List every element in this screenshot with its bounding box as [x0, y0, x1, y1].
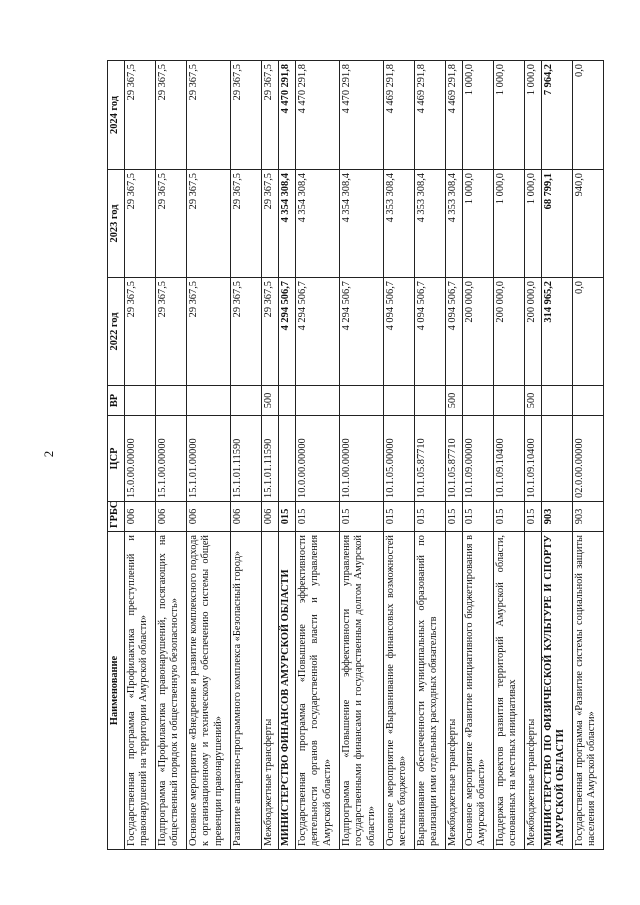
cell-vr: [125, 385, 155, 415]
cell-y2022: 4 294 506,7: [296, 277, 339, 385]
cell-name: Основное мероприятие «Выравнивание финансовых возможностей местных бюджетов»: [384, 531, 414, 849]
cell-name: Межбюджетные трансферты: [262, 531, 278, 849]
cell-y2023: 4 354 308,4: [279, 169, 295, 277]
cell-y2023: 4 354 308,4: [340, 169, 383, 277]
table-row: [525, 60, 542, 850]
cell-vr: [231, 385, 261, 415]
cell-y2023: 68 799,1: [542, 169, 572, 277]
cell-csr: 15.0.00.00000: [125, 415, 155, 501]
cell-vr: [384, 385, 414, 415]
cell-y2022: 29 367,5: [125, 277, 155, 385]
header-2023: 2023 год: [108, 169, 124, 277]
cell-y2022: 200 000,0: [463, 277, 493, 385]
cell-grbs: 015: [279, 501, 295, 531]
cell-y2022: 4 094 506,7: [446, 277, 462, 385]
cell-y2023: 4 353 308,4: [415, 169, 445, 277]
cell-vr: [187, 385, 230, 415]
cell-grbs: 015: [494, 501, 524, 531]
cell-csr: 10.1.09.10400: [494, 415, 524, 501]
table-row: [446, 60, 463, 850]
cell-csr: 10.1.09.10400: [525, 415, 541, 501]
cell-vr: [340, 385, 383, 415]
cell-grbs: 006: [231, 501, 261, 531]
cell-y2023: 29 367,5: [262, 169, 278, 277]
cell-vr: [156, 385, 186, 415]
table-frame: [107, 60, 598, 850]
cell-grbs: 015: [340, 501, 383, 531]
cell-y2023: 4 353 308,4: [384, 169, 414, 277]
table-row: [384, 60, 415, 850]
table-row: [296, 60, 340, 850]
cell-csr: 10.1.09.00000: [463, 415, 493, 501]
table-row: [463, 60, 494, 850]
table-row: [187, 60, 231, 850]
cell-grbs: 006: [187, 501, 230, 531]
cell-grbs: 015: [296, 501, 339, 531]
cell-grbs: 006: [262, 501, 278, 531]
table-row: [262, 60, 279, 850]
cell-vr: [573, 385, 603, 415]
cell-y2022: 4 094 506,7: [384, 277, 414, 385]
cell-y2024: 4 469 291,8: [447, 64, 458, 114]
cell-vr: 500: [525, 385, 541, 415]
cell-y2024: 0,0: [574, 64, 585, 77]
cell-csr: 15.1.01.00000: [187, 415, 230, 501]
cell-vr: [296, 385, 339, 415]
cell-grbs: 903: [573, 501, 603, 531]
cell-y2022: 4 294 506,7: [340, 277, 383, 385]
cell-csr: 10.1.05.87710: [415, 415, 445, 501]
cell-y2022: 29 367,5: [187, 277, 230, 385]
header-name: Наименование: [108, 531, 124, 849]
cell-name: Государственная программа «Повышение эффективности деятельности органов государственной власти и управления Амурской области»: [296, 531, 339, 849]
cell-name: Государственная программа «Развитие системы социальной защиты населения Амурской области»: [573, 531, 603, 849]
cell-name: Развитие аппаратно-программного комплекса «Безопасный город»: [231, 531, 261, 849]
table-row: [125, 60, 156, 850]
table-row: [415, 60, 446, 850]
cell-grbs: 015: [446, 501, 462, 531]
header-csr: ЦСР: [108, 415, 124, 501]
cell-y2022: 200 000,0: [525, 277, 541, 385]
table-row: [156, 60, 187, 850]
cell-grbs: 015: [525, 501, 541, 531]
header-2024: 2024 год: [109, 96, 120, 134]
table-row: [573, 60, 604, 850]
cell-grbs: 015: [384, 501, 414, 531]
cell-vr: [279, 385, 295, 415]
cell-name: Межбюджетные трансферты: [446, 531, 462, 849]
cell-name: Основное мероприятие «Внедрение и развитие комплексного подхода к организационному и техническому обеспечению системы общей превенции правонарушений»: [187, 531, 230, 849]
cell-y2024: 29 367,5: [126, 64, 137, 101]
cell-name: МИНИСТЕРСТВО ПО ФИЗИЧЕСКОЙ КУЛЬТУРЕ И СПОРТУ АМУРСКОЙ ОБЛАСТИ: [542, 531, 572, 849]
cell-name: Подпрограмма «Профилактика правонарушений, посягающих на общественный порядок и общественную безопасность»: [156, 531, 186, 849]
table-header-row: [107, 60, 125, 850]
cell-csr: 15.1.01.11590: [262, 415, 278, 501]
table-row: [231, 60, 262, 850]
cell-csr: 15.1.01.11590: [231, 415, 261, 501]
cell-y2023: 1 000,0: [525, 169, 541, 277]
cell-y2023: 4 353 308,4: [446, 169, 462, 277]
cell-name: Поддержка проектов развития территорий Амурской области, основанных на местных инициативах: [494, 531, 524, 849]
header-vr: ВР: [108, 385, 124, 415]
cell-name: Подпрограмма «Повышение эффективности управления государственными финансами и государственным долгом Амурской области»: [340, 531, 383, 849]
cell-y2024: 29 367,5: [157, 64, 168, 101]
cell-y2023: 29 367,5: [156, 169, 186, 277]
cell-y2024: 1 000,0: [464, 64, 475, 96]
cell-vr: 500: [262, 385, 278, 415]
cell-y2023: 1 000,0: [494, 169, 524, 277]
cell-csr: 10.1.05.00000: [384, 415, 414, 501]
cell-name: Основное мероприятие «Развитие инициативного бюджетирования в Амурской области»: [463, 531, 493, 849]
cell-y2023: 29 367,5: [187, 169, 230, 277]
table-row: [494, 60, 525, 850]
cell-name: Межбюджетные трансферты: [525, 531, 541, 849]
cell-y2022: 29 367,5: [156, 277, 186, 385]
cell-y2024: 29 367,5: [232, 64, 243, 101]
header-grbs: ГРБС: [108, 501, 124, 531]
cell-grbs: 006: [156, 501, 186, 531]
cell-vr: [415, 385, 445, 415]
cell-vr: 500: [446, 385, 462, 415]
cell-y2023: 29 367,5: [125, 169, 155, 277]
cell-y2023: 940,0: [573, 169, 603, 277]
cell-vr: [494, 385, 524, 415]
cell-grbs: 903: [542, 501, 572, 531]
cell-y2022: 0,0: [573, 277, 603, 385]
cell-name: Выравнивание обеспеченности муниципальных образований по реализации ими отдельных расходных обязательств: [415, 531, 445, 849]
cell-y2024: 7 964,2: [543, 64, 554, 96]
cell-csr: 15.1.00.00000: [156, 415, 186, 501]
cell-y2023: 1 000,0: [463, 169, 493, 277]
table-row: [542, 60, 573, 850]
cell-csr: 02.0.00.00000: [573, 415, 603, 501]
cell-y2024: 29 367,5: [263, 64, 274, 101]
cell-y2022: 4 294 506,7: [279, 277, 295, 385]
cell-vr: [542, 385, 572, 415]
cell-y2022: 29 367,5: [262, 277, 278, 385]
cell-y2024: 1 000,0: [526, 64, 537, 96]
page-number: 2: [41, 450, 56, 458]
header-2022: 2022 год: [108, 277, 124, 385]
table-row: [340, 60, 384, 850]
cell-y2022: 314 965,2: [542, 277, 572, 385]
cell-name: МИНИСТЕРСТВО ФИНАНСОВ АМУРСКОЙ ОБЛАСТИ: [279, 531, 295, 849]
cell-grbs: 015: [415, 501, 445, 531]
cell-y2024: 4 470 291,8: [297, 64, 308, 114]
cell-csr: 10.0.00.00000: [296, 415, 339, 501]
cell-y2024: 1 000,0: [495, 64, 506, 96]
cell-grbs: 015: [463, 501, 493, 531]
cell-y2022: 29 367,5: [231, 277, 261, 385]
budget-table: [107, 60, 598, 850]
cell-csr: 10.1.00.00000: [340, 415, 383, 501]
cell-y2024: 4 470 291,8: [341, 64, 352, 114]
cell-y2022: 4 094 506,7: [415, 277, 445, 385]
cell-y2023: 4 354 308,4: [296, 169, 339, 277]
cell-name: Государственная программа «Профилактика преступлений и правонарушений на территории Амурской области»: [125, 531, 155, 849]
cell-y2024: 29 367,5: [188, 64, 199, 101]
cell-y2024: 4 469 291,8: [385, 64, 396, 114]
cell-y2024: 4 469 291,8: [416, 64, 427, 114]
cell-grbs: 006: [125, 501, 155, 531]
cell-y2023: 29 367,5: [231, 169, 261, 277]
table-row: [279, 60, 296, 850]
cell-csr: [279, 415, 295, 501]
cell-y2022: 200 000,0: [494, 277, 524, 385]
cell-vr: [463, 385, 493, 415]
cell-csr: [542, 415, 572, 501]
cell-y2024: 4 470 291,8: [280, 64, 291, 114]
cell-csr: 10.1.05.87710: [446, 415, 462, 501]
